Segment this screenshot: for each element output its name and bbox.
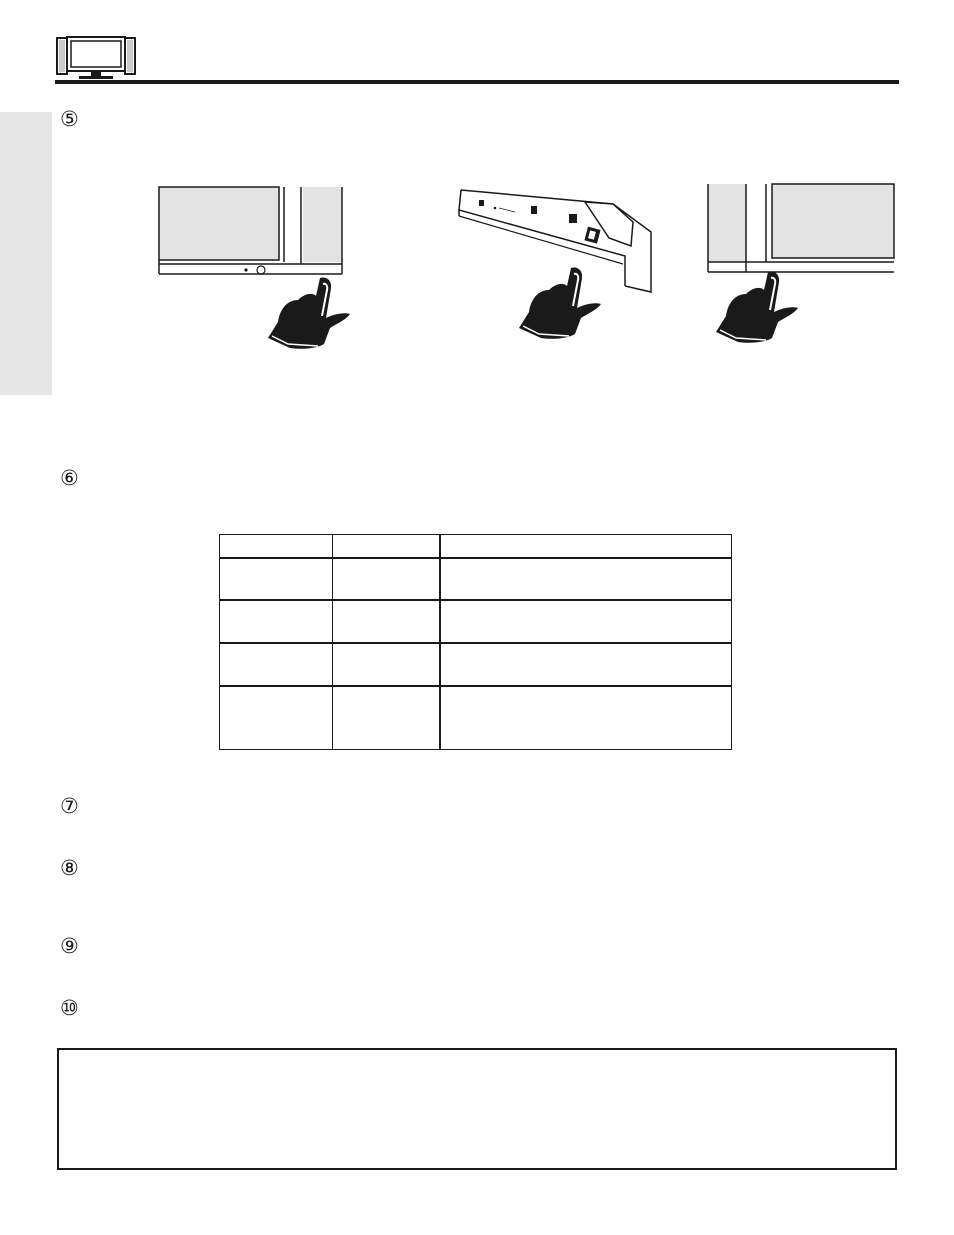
table-cell <box>333 643 441 686</box>
spec-table <box>219 534 732 750</box>
tv-lower-right-illustration <box>706 182 896 354</box>
section-marker-10: ⑩ <box>60 996 79 1020</box>
table-cell <box>440 558 732 600</box>
hand-pointing-icon <box>519 267 601 338</box>
table-cell <box>333 686 441 750</box>
section-marker-6: ⑥ <box>60 466 79 490</box>
note-box <box>57 1048 897 1170</box>
header-rule <box>55 80 899 84</box>
section-marker-7: ⑦ <box>60 794 79 818</box>
table-cell <box>440 535 732 559</box>
hand-pointing-icon <box>268 277 350 348</box>
table-cell <box>220 686 333 750</box>
tv-side-panel-illustration <box>455 186 655 356</box>
table-cell <box>220 643 333 686</box>
hand-pointing-icon <box>716 271 798 342</box>
table-cell <box>220 558 333 600</box>
table-row <box>220 643 732 686</box>
side-tab <box>0 112 52 395</box>
table-header-row <box>220 535 732 559</box>
table-row <box>220 686 732 750</box>
table-cell <box>220 535 333 559</box>
section-marker-9: ⑨ <box>60 934 79 958</box>
table-row <box>220 600 732 643</box>
section-marker-5: ⑤ <box>60 107 79 131</box>
table-row <box>220 558 732 600</box>
tv-icon <box>55 36 137 80</box>
table-cell <box>333 535 441 559</box>
section-marker-8: ⑧ <box>60 856 79 880</box>
table-cell <box>440 600 732 643</box>
tv-lower-left-illustration <box>158 186 348 356</box>
table-cell <box>333 558 441 600</box>
table-cell <box>333 600 441 643</box>
table-cell <box>440 686 732 750</box>
table-cell <box>220 600 333 643</box>
table-cell <box>440 643 732 686</box>
